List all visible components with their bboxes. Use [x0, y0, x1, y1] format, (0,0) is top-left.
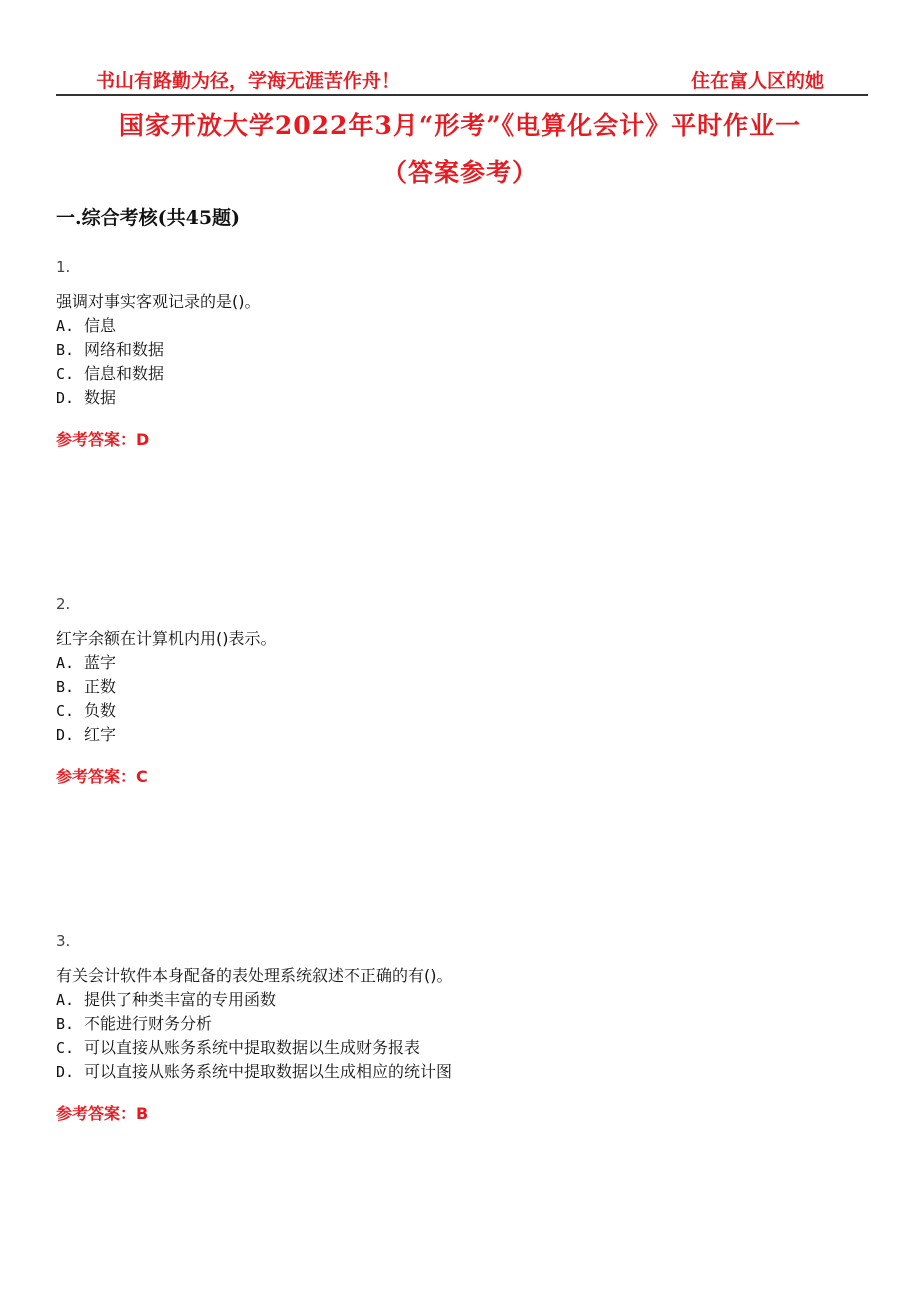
option-letter: C.: [56, 1039, 75, 1057]
answer-line: [56, 1102, 864, 1126]
option-text: 数据: [84, 388, 117, 407]
option-c: [56, 1036, 864, 1060]
option-letter: D.: [56, 1063, 75, 1081]
question-2: [56, 594, 864, 789]
option-text: 网络和数据: [84, 340, 165, 359]
header-motto: 书山有路勤为径，学海无涯苦作舟！: [96, 70, 401, 92]
option-text: 红字: [84, 725, 117, 744]
option-letter: A.: [56, 317, 75, 335]
option-letter: C.: [56, 365, 75, 383]
option-letter: A.: [56, 991, 75, 1009]
answer-label: 参考答案：: [56, 430, 137, 449]
option-a: [56, 314, 864, 338]
option-d: [56, 1060, 864, 1084]
option-text: 正数: [84, 677, 117, 696]
question-stem: 红字余额在计算机内用()表示。: [56, 629, 277, 648]
question-stem: 有关会计软件本身配备的表处理系统叙述不正确的有()。: [56, 966, 453, 985]
question-number: 2.: [56, 595, 71, 613]
option-d: [56, 723, 864, 747]
option-text: 信息: [84, 316, 117, 335]
option-text: 可以直接从账务系统中提取数据以生成相应的统计图: [84, 1062, 453, 1081]
option-letter: B.: [56, 341, 75, 359]
option-b: [56, 1012, 864, 1036]
answer-label: 参考答案：: [56, 1104, 137, 1123]
option-a: [56, 651, 864, 675]
option-list: [56, 651, 864, 747]
option-c: [56, 362, 864, 386]
option-b: [56, 675, 864, 699]
option-text: 不能进行财务分析: [84, 1014, 213, 1033]
question-number: 3.: [56, 932, 71, 950]
question-stem: 强调对事实客观记录的是()。: [56, 292, 261, 311]
answer-line: [56, 428, 864, 452]
option-d: [56, 386, 864, 410]
option-c: [56, 699, 864, 723]
question-1: [56, 257, 864, 452]
header-author: 住在富人区的她: [690, 70, 824, 92]
option-a: [56, 988, 864, 1012]
option-list: [56, 988, 864, 1084]
answer-value: B: [136, 1104, 149, 1123]
option-text: 蓝字: [84, 653, 117, 672]
page-header: [56, 64, 868, 96]
section-heading: 一.综合考核(共45题): [56, 207, 241, 229]
answer-value: D: [136, 430, 150, 449]
option-letter: C.: [56, 702, 75, 720]
document-subtitle: （答案参考）: [381, 158, 538, 187]
option-letter: A.: [56, 654, 75, 672]
option-b: [56, 338, 864, 362]
answer-label: 参考答案：: [56, 767, 137, 786]
option-letter: B.: [56, 678, 75, 696]
answer-line: [56, 765, 864, 789]
option-text: 信息和数据: [84, 364, 165, 383]
option-list: [56, 314, 864, 410]
option-text: 负数: [84, 701, 117, 720]
question-3: [56, 931, 864, 1126]
option-letter: D.: [56, 726, 75, 744]
answer-value: C: [136, 767, 148, 786]
option-letter: D.: [56, 389, 75, 407]
document-title: 国家开放大学2022年3月“形考”《电算化会计》平时作业一: [118, 111, 802, 140]
option-letter: B.: [56, 1015, 75, 1033]
question-number: 1.: [56, 258, 71, 276]
option-text: 提供了种类丰富的专用函数: [84, 990, 277, 1009]
option-text: 可以直接从账务系统中提取数据以生成财务报表: [84, 1038, 421, 1057]
